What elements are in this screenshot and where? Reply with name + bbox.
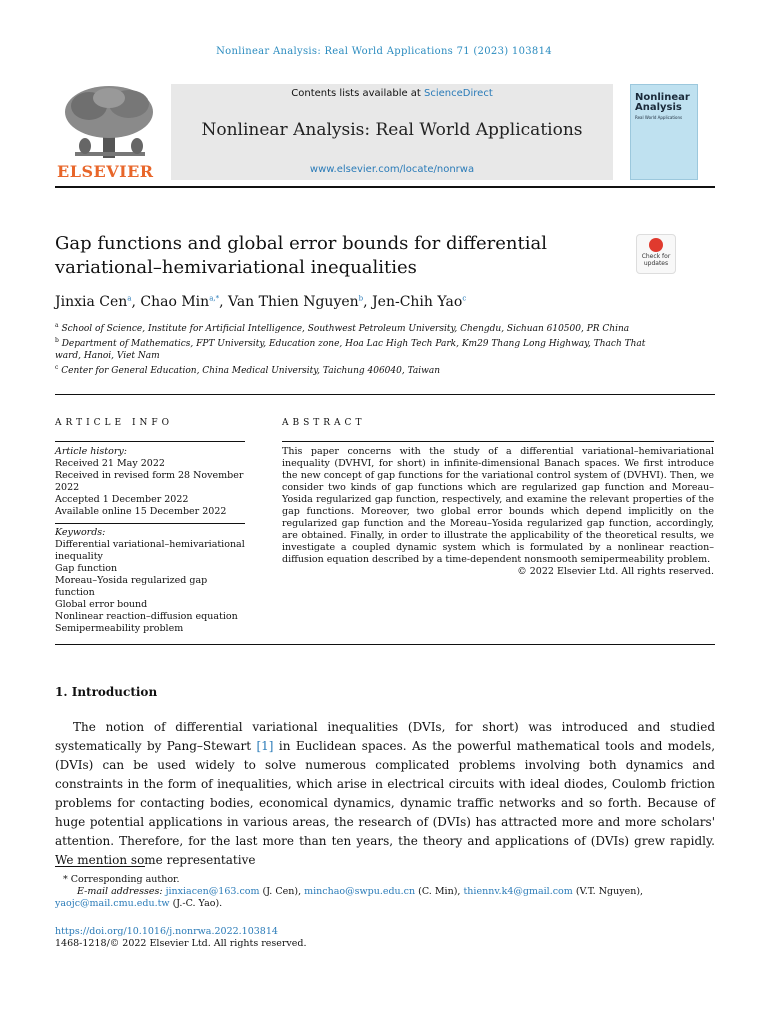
footnote-star: * — [63, 874, 68, 885]
keyword-item: Gap function — [55, 563, 118, 574]
article-info-label: ARTICLE INFO — [55, 418, 174, 428]
contents-prefix: Contents lists available at — [291, 88, 425, 99]
section-divider — [55, 394, 715, 395]
journal-banner — [171, 84, 613, 180]
reference-link[interactable]: [1] — [256, 739, 274, 753]
issn-line: 1468-1218/© 2022 Elsevier Ltd. All rights reserved. — [55, 938, 307, 949]
abstract-text: This paper concerns with the study of a differential variational–hemivariational inequality (DVHVI, for short) in infinite-dimensional Banach spaces. We first introduce the new concept of gap functions for the variational control system of (DVHVI). Then, we consider two kinds of gap functions which are regularized gap function and Moreau–Yosida regularized gap function, respectively, and examine the relevant properties of the gap functions. Moreover, two global error bounds which depend implicitly on the regularized gap function and the Moreau–Yosida regularized gap function, accordingly, are obtained. Finally, in order to illustrate the applicability of the theoretical results, we investigate a coupled dynamic system which is formulated by a nonlinear reaction–diffusion equation described by a time-dependent nonsmooth semipermeability problem. — [282, 446, 714, 565]
footnote-divider — [55, 866, 145, 867]
keywords — [55, 527, 245, 635]
email-link[interactable]: jinxiacen@163.com — [165, 886, 260, 897]
bookmark-icon — [649, 238, 663, 252]
author-name[interactable]: Jen-Chih Yao — [372, 294, 463, 310]
info-divider — [55, 441, 245, 442]
author-affil-mark[interactable]: c — [462, 294, 467, 303]
abstract-divider — [282, 441, 714, 442]
cover-title-line1: Nonlinear — [635, 92, 690, 103]
keyword-item: Differential variational–hemivariational inequality — [55, 539, 245, 562]
cover-title-line2: Analysis — [635, 102, 682, 113]
intro-paragraph — [55, 718, 715, 870]
journal-title[interactable]: Nonlinear Analysis: Real World Applications — [201, 120, 583, 140]
author-name[interactable]: Van Thien Nguyen — [228, 294, 359, 310]
elsevier-wordmark[interactable]: ELSEVIER — [57, 162, 154, 181]
article-title: Gap functions and global error bounds for differential variational–hemivariational inequalities — [55, 233, 548, 278]
sciencedirect-link[interactable]: ScienceDirect — [424, 88, 493, 99]
keyword-item: Global error bound — [55, 599, 148, 610]
author-list: Jinxia Cen$^a$, Chao Min$^{a,*}$, Van Thien Nguyen$^b$, Jen-Chih Yao$^c$ — [55, 294, 467, 310]
email-owner: (J. Cen), — [262, 886, 302, 897]
author-name[interactable]: Jinxia Cen — [55, 294, 128, 310]
abstract-label: ABSTRACT — [282, 418, 366, 428]
paragraph-text: The notion of differential variational inequalities (DVIs, for short) was introduced and studied systematically by Pang–Stewart — [55, 720, 715, 753]
footnotes — [55, 874, 715, 910]
author-affil-mark[interactable]: a — [127, 294, 132, 303]
section-divider — [55, 644, 715, 645]
cover-subtitle: Real World Applications — [635, 115, 683, 120]
affiliation-mark: a — [55, 322, 59, 329]
email-link[interactable]: thiennv.k4@gmail.com — [463, 886, 573, 897]
doi-block — [55, 926, 307, 950]
check-updates-label: Check for updates — [641, 253, 671, 267]
email-note-cont — [55, 898, 715, 910]
doi-link[interactable]: https://doi.org/10.1016/j.nonrwa.2022.103814 — [55, 926, 278, 937]
affiliation-text: Center for General Education, China Medical University, Taichung 406040, Taiwan — [61, 366, 440, 376]
journal-url-link[interactable]: www.elsevier.com/locate/nonrwa — [309, 164, 475, 175]
email-owner: (C. Min), — [418, 886, 461, 897]
email-note — [55, 886, 715, 898]
email-owner: (V.T. Nguyen), — [575, 886, 644, 897]
history-item: Available online 15 December 2022 — [55, 506, 227, 517]
corresponding-text: Corresponding author. — [70, 874, 180, 885]
paragraph-text: in Euclidean spaces. As the powerful mathematical tools and models, (DVIs) can be used widely to solve numerous complicated problems involving both dynamics and constraints in the form of inequalities, which arise in electrical circuits with ideal diodes, Coulomb friction problems for contacting bodies, economical dynamics, dynamic traffic networks and so forth. Because of huge potential applications in various areas, the research of (DVIs) has attracted more and more scholars' attention. Therefore, for the last more than ten years, the theory and applications of (DVIs) grew rapidly. We mention some representative — [55, 739, 716, 867]
author-affil-mark[interactable]: b — [358, 294, 364, 303]
affiliation-text: School of Science, Institute for Artificial Intelligence, Southwest Petroleum University, Chengdu, Sichuan 610500, PR China — [61, 324, 630, 334]
email-label: E-mail addresses: — [77, 886, 163, 897]
affiliation-item — [55, 335, 655, 362]
email-link[interactable]: minchao@swpu.edu.cn — [304, 886, 416, 897]
corresponding-author-note — [55, 874, 715, 886]
section-heading: 1. Introduction — [55, 685, 158, 699]
check-for-updates-button[interactable] — [636, 234, 676, 274]
affiliation-text: Department of Mathematics, FPT University, Education zone, Hoa Lac High Tech Park, Km29 Thang Long Highway, Thach That ward, Hanoi, Viet Nam — [55, 339, 646, 361]
abstract-copyright: © 2022 Elsevier Ltd. All rights reserved. — [517, 566, 714, 577]
keyword-item: Nonlinear reaction–diffusion equation — [55, 611, 238, 622]
affiliation-mark: b — [55, 337, 59, 344]
journal-cover-image[interactable] — [630, 84, 698, 180]
contents-line — [171, 88, 613, 99]
info-divider — [55, 523, 245, 524]
keyword-item: Moreau–Yosida regularized gap function — [55, 575, 208, 598]
affiliation-item — [55, 362, 655, 377]
keyword-item: Semipermeability problem — [55, 623, 184, 634]
history-header: Article history: — [55, 446, 127, 457]
abstract-body — [282, 446, 714, 578]
journal-header — [55, 84, 715, 184]
history-item: Received 21 May 2022 — [55, 458, 165, 469]
keywords-header: Keywords: — [55, 527, 106, 538]
journal-citation[interactable]: Nonlinear Analysis: Real World Applications 71 (2023) 103814 — [216, 46, 552, 57]
author-name[interactable]: Chao Min — [140, 294, 210, 310]
email-owner: (J.-C. Yao). — [172, 898, 223, 909]
email-link[interactable]: yaojc@mail.cmu.edu.tw — [55, 898, 170, 909]
history-item: Received in revised form 28 November 2022 — [55, 470, 244, 493]
header-divider — [55, 186, 715, 188]
history-item: Accepted 1 December 2022 — [55, 494, 189, 505]
affiliation-mark: c — [55, 364, 59, 371]
affiliations — [55, 320, 655, 377]
author-affil-mark[interactable]: a,* — [209, 294, 220, 303]
affiliation-item — [55, 320, 655, 335]
article-history — [55, 446, 245, 518]
